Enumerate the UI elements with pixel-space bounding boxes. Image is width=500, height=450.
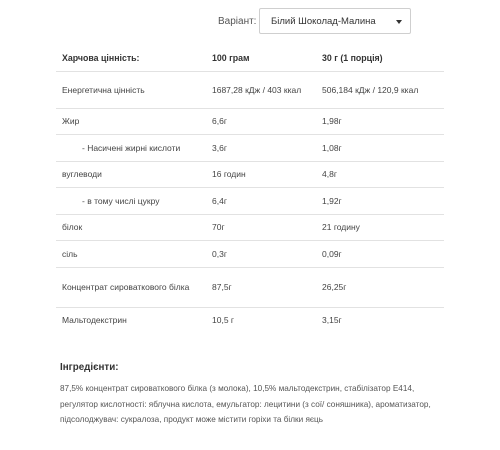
header-nutrition: Харчова цінність: xyxy=(62,52,140,63)
nutrient-per-serving: 26,25г xyxy=(322,282,347,292)
variant-select[interactable] xyxy=(259,8,411,34)
nutrient-per-serving: 1,98г xyxy=(322,116,342,126)
nutrient-name: Енергетична цінність xyxy=(62,84,145,95)
nutrient-per-serving: 506,184 кДж / 120,9 ккал xyxy=(322,84,419,95)
nutrient-per-100g: 16 годин xyxy=(212,169,246,179)
nutrient-name: - в тому числі цукру xyxy=(82,195,160,206)
table-row xyxy=(56,214,444,240)
variant-label: Варіант: xyxy=(218,16,257,27)
chevron-down-icon xyxy=(396,20,402,24)
nutrient-per-100g: 1687,28 кДж / 403 ккал xyxy=(212,84,302,95)
nutrient-per-100g: 87,5г xyxy=(212,282,232,292)
nutrient-per-100g: 6,4г xyxy=(212,195,227,206)
nutrient-name: Концентрат сироваткового білка xyxy=(62,282,190,292)
nutrient-per-serving: 1,08г xyxy=(322,142,342,153)
nutrient-name: сіль xyxy=(62,248,78,259)
table-row xyxy=(56,240,444,267)
ingredients-title: Інгредієнти: xyxy=(60,362,119,373)
nutrient-name: Мальтодекстрин xyxy=(62,314,127,325)
table-row xyxy=(56,187,444,214)
table-row xyxy=(56,134,444,161)
table-row xyxy=(56,267,444,307)
nutrient-per-serving: 1,92г xyxy=(322,195,342,206)
nutrient-per-serving: 0,09г xyxy=(322,248,342,259)
nutrient-per-100g: 70г xyxy=(212,222,225,232)
nutrient-per-serving: 21 годину xyxy=(322,222,360,232)
header-per-serving: 30 г (1 порція) xyxy=(322,52,383,63)
table-row xyxy=(56,161,444,187)
nutrient-per-100g: 3,6г xyxy=(212,142,227,153)
variant-selected-value: Білий Шоколад-Малина xyxy=(271,16,376,27)
nutrition-table xyxy=(56,45,444,332)
nutrient-per-100g: 6,6г xyxy=(212,116,227,126)
table-row xyxy=(56,307,444,332)
nutrient-name: Жир xyxy=(62,116,80,126)
nutrient-per-100g: 10,5 г xyxy=(212,314,235,325)
nutrient-per-serving: 3,15г xyxy=(322,314,342,325)
nutrient-name: вуглеводи xyxy=(62,169,102,179)
header-per-100g: 100 грам xyxy=(212,52,250,63)
nutrient-per-100g: 0,3г xyxy=(212,248,227,259)
table-row xyxy=(56,108,444,134)
ingredients-text: 87,5% концентрат сироваткового білка (з молока), 10,5% мальтодекстрин, стабілізатор E414, регулятор кислотності: яблучна кислота, емульгатор: лецитини (з сої/ соняшника), ароматизатор, підсолоджувач: сукралоза, продукт може містити горіхи та білки яєць xyxy=(60,384,431,424)
nutrient-name: - Насичені жирні кислоти xyxy=(82,142,181,153)
table-row xyxy=(56,71,444,108)
variant-row xyxy=(0,8,500,36)
nutrient-per-serving: 4,8г xyxy=(322,169,337,179)
nutrient-name: білок xyxy=(62,222,83,232)
table-header-row xyxy=(56,45,444,71)
